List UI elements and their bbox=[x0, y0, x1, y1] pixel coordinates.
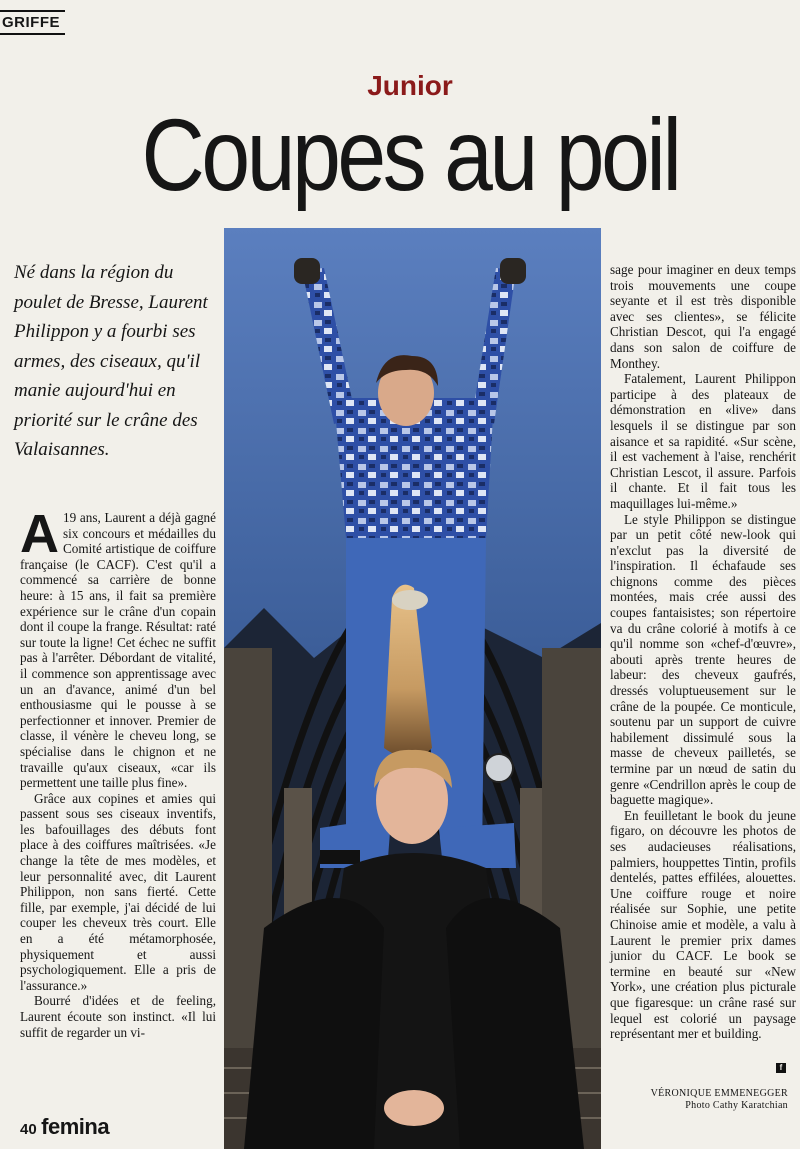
magazine-name: femina bbox=[41, 1114, 110, 1139]
paragraph: Grâce aux copines et amies qui passent sous ses ciseaux inventifs, les bafouillages des débuts font place à des coiffures maîtrisées. «Je change la tête de mes modèles, et leur personnalité avec, dit Laurent Philippon, non sans fierté. Cette fille, par exemple, j'ai décidé de lui couper les cheveux très court. Elle en a été métamorphosée, physiquement et aussi psychologiquement. Elle a pris de l'assurance.» bbox=[20, 790, 216, 993]
paragraph: En feuilletant le book du jeune figaro, on découvre les photos de ses audacieuses réalisations, palmiers, houppettes Tintin, profils dentelés, pattes effilées, alouettes. Une coiffure rouge et noire réalisée sur Sophie, une petite Chinoise amie et modèle, a valu à Laurent le premier prix dames junior du CACF. Le book se termine en beauté sur «New York», une création plus picturale que figaresque: un crâne rasé sur lequel est colorié un paysage représentant mer et building. bbox=[610, 807, 796, 1042]
paragraph: Fatalement, Laurent Philippon participe à des plateaux de démonstration en «live» dans lesquels il se distingue par son aisance et sa rapidité. «Sur scène, il est vachement à l'aise, renchérit Christian Lescot, il assure. Parfois il chante. Et il fait tous les maquillages lui-même.» bbox=[610, 371, 796, 511]
article-column-left bbox=[20, 504, 216, 1040]
paragraph: A 19 ans, Laurent a déjà gagné six concours et médailles du Comité artistique de coiffure française (le CACF). C'est qu'il a commencé sa carrière de bonne heure: à 15 ans, il fait sa première expérience sur le crâne d'un copain dont il coupe la frange. Résultat: raté sur toute la ligne! Cet échec ne suffit pas à l'arrêter. Débordant de vitalité, il commence son apprentissage avec un an d'avance, animé d'un bel enthousiasme qui le pousse à se perfectionner et innover. Premier de classe, il vénère le cheveu long, se spécialise dans le chignon et ne travaille qu'aux ciseaux, «car ils permettent une taille plus fine». bbox=[20, 504, 216, 791]
photo-hairdresser-and-model bbox=[224, 228, 601, 1149]
paragraph: Le style Philippon se distingue par un petit côté new-look qui n'exclut pas la diversité de l'inspiration. Il échafaude ses chignons comme des pièces montées, mais crée aussi des coupes fantaisistes; son répertoire va du crâne colorié à motifs à ce qu'il nomme son «chef-d'œuvre», abouti après trente heures de labeur: des cheveux gaufrés, dressés voluptueusement sur le crâne de la poupée. Ce monticule, soutenu par un support de cuivre habilement dissimulé sous la masse de cheveux pailletés, se termine par un nœud de satin du genre «Cendrillon après le coup de baguette magique». bbox=[610, 511, 796, 808]
end-of-article-mark: f bbox=[776, 1063, 786, 1073]
kicker: Junior bbox=[367, 70, 453, 101]
drop-cap: A bbox=[20, 504, 59, 564]
byline bbox=[610, 1088, 788, 1112]
article-column-right bbox=[610, 262, 796, 1042]
author-name: VÉRONIQUE EMMENEGGER bbox=[650, 1088, 788, 1099]
paragraph: sage pour imaginer en deux temps trois mouvements une coupe seyante et il est très disponible avec ses clientes», se félicite Christian Descot, qui l'a engagé dans son salon de coiffure de Monthey. bbox=[610, 262, 796, 371]
headline: Coupes au poil bbox=[141, 98, 679, 212]
photo-credit: Photo Cathy Karatchian bbox=[685, 1100, 788, 1111]
paragraph: Bourré d'idées et de feeling, Laurent écoute son instinct. «Il lui suffit de regarder un vi- bbox=[20, 993, 216, 1040]
page-number: 40 bbox=[20, 1121, 37, 1138]
page-footer bbox=[20, 1114, 109, 1140]
section-tag: GRIFFE bbox=[0, 10, 65, 35]
lede: Né dans la région du poulet de Bresse, Laurent Philippon y a fourbi ses armes, des ciseaux, qu'il manie aujourd'hui en priorité sur le crâne des Valaisannes. bbox=[14, 262, 208, 460]
